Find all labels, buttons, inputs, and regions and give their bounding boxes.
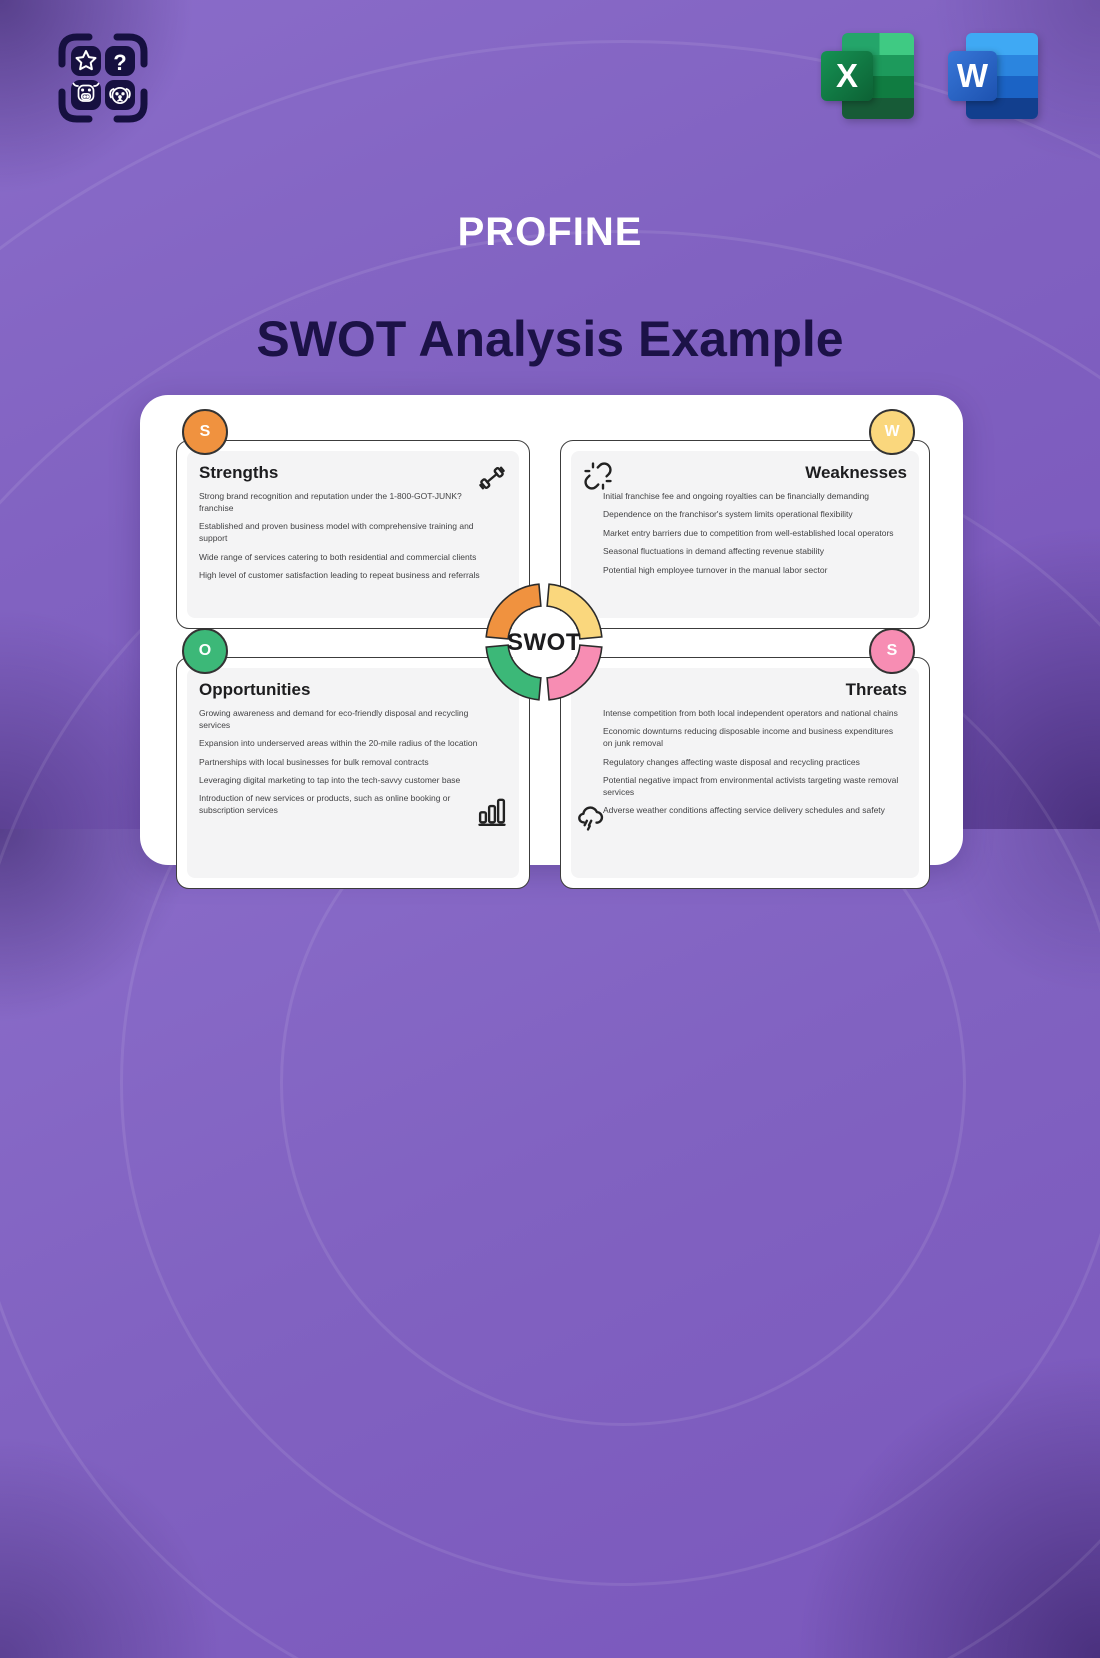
weaknesses-item: Market entry barriers due to competition from well-established local operators <box>603 527 894 538</box>
logo-graphic <box>55 30 151 126</box>
word-icon[interactable] <box>948 33 1038 119</box>
swot-donut <box>482 580 606 704</box>
dumbbell-icon <box>477 463 507 493</box>
svg-text:?: ? <box>113 50 127 75</box>
logo-tile <box>71 80 101 110</box>
donut-center-label: SWOT <box>507 629 581 656</box>
weaknesses-item: Dependence on the franchisor's system limits operational flexibility <box>603 509 853 520</box>
excel-icon[interactable] <box>821 33 914 119</box>
brand-name: PROFINE <box>457 210 643 254</box>
threats-badge: S <box>869 628 915 674</box>
weaknesses-panel <box>571 451 919 618</box>
weaknesses-badge: W <box>869 409 915 455</box>
weaknesses-title: Weaknesses <box>805 463 907 482</box>
threats-item: Potential negative impact from environmental activists targeting waste removal services <box>603 775 899 797</box>
storm-cloud-icon <box>575 802 605 832</box>
strengths-item: Wide range of services catering to both residential and commercial clients <box>199 551 477 562</box>
opportunities-item: Expansion into underserved areas within the 20-mile radius of the location <box>199 738 478 749</box>
threats-item: Regulatory changes affecting waste disposal and recycling practices <box>603 756 860 767</box>
strengths-item: Strong brand recognition and reputation under the 1-800-GOT-JUNK? franchise <box>199 491 462 513</box>
weaknesses-item: Seasonal fluctuations in demand affecting revenue stability <box>603 546 824 557</box>
opportunities-item: Partnerships with local businesses for bulk removal contracts <box>199 756 429 767</box>
question-icon <box>113 50 126 75</box>
threats-item: Adverse weather conditions affecting service delivery schedules and safety <box>603 805 885 816</box>
page-title: SWOT Analysis Example <box>256 311 844 367</box>
excel-letter: X <box>821 51 873 101</box>
opportunities-item: Leveraging digital marketing to tap into the tech-savvy customer base <box>199 775 461 786</box>
opportunities-item: Growing awareness and demand for eco-friendly disposal and recycling services <box>199 708 469 730</box>
opportunities-item: Introduction of new services or products, such as online booking or subscription services <box>199 793 451 816</box>
strengths-badge: S <box>182 409 228 455</box>
threats-quadrant <box>560 657 930 889</box>
bar-chart-icon <box>477 796 507 826</box>
opportunities-quadrant <box>176 657 530 889</box>
opportunities-badge: O <box>182 628 228 674</box>
threats-title: Threats <box>845 680 907 699</box>
threats-panel <box>571 668 919 878</box>
weaknesses-quadrant <box>560 440 930 629</box>
weaknesses-item: Initial franchise fee and ongoing royalties can be financially demanding <box>603 491 870 501</box>
threats-item: Intense competition from both local independent operators and national chains <box>603 708 898 718</box>
broken-link-icon <box>583 461 613 491</box>
strengths-title: Strengths <box>199 463 279 482</box>
strengths-item: Established and proven business model with comprehensive training and support <box>199 521 474 544</box>
brand-logo[interactable] <box>55 30 151 126</box>
strengths-quadrant <box>176 440 530 629</box>
word-letter: W <box>948 51 997 101</box>
weaknesses-item: Potential high employee turnover in the manual labor sector <box>603 564 828 575</box>
swot-board <box>140 395 963 865</box>
opportunities-title: Opportunities <box>199 680 311 699</box>
opportunities-panel <box>187 668 519 878</box>
strengths-item: High level of customer satisfaction leading to repeat business and referrals <box>199 569 480 580</box>
strengths-panel <box>187 451 519 618</box>
threats-item: Economic downturns reducing disposable income and business expenditures on junk removal <box>603 726 894 749</box>
